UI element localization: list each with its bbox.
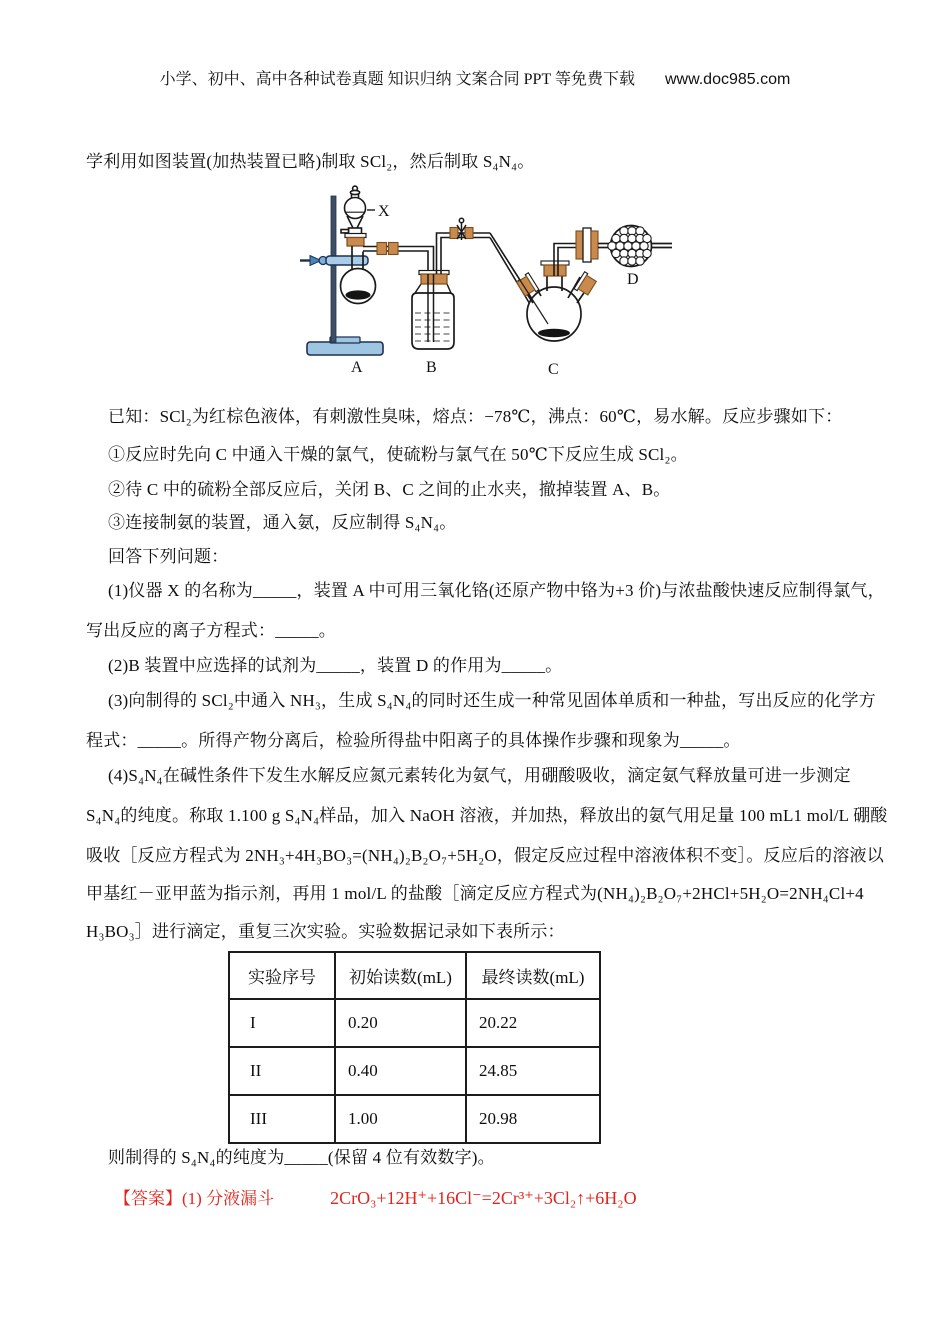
cork-a [347,238,364,247]
cell-trial: II [229,1047,335,1095]
cell-final: 20.98 [466,1095,600,1143]
flask-a [341,234,376,304]
label-b: B [426,359,437,376]
solid-in-flask-c [538,329,570,337]
text-line: S₄N₄的纯度。称取 1.100 g S₄N₄样品，加入 NaOH 溶液，并加热，释放出的氨气用足量 100 mL1 mol/L 硼酸 [86,806,888,825]
answer-equation: 2CrO₃+12H⁺+16Cl⁻=2Cr³⁺+3Cl₂↑+6H₂O [330,1188,637,1208]
text-line: 回答下列问题： [108,547,229,566]
tube-a-to-b [363,243,434,275]
page-header [0,66,950,89]
text-line: (1)仪器 X 的名称为_____，装置 A 中可用三氧化铬(还原产物中铬为+3 价)与浓盐酸快速反应制得氯气， [108,581,885,600]
experiment-data-table [228,951,601,1144]
text-line: ③连接制氨的装置，通入氨，反应制得 S₄N₄。 [108,513,457,532]
cell-initial: 1.00 [335,1095,466,1143]
col-header: 最终读数(mL) [466,952,600,999]
solid-in-flask-a [346,290,371,299]
text-line: (4)S₄N₄在碱性条件下发生水解反应氮元素转化为氨气，用硼酸吸收，滴定氨气释放量可进一步测定 [108,766,851,785]
text-line: (3)向制得的 SCl₂中通入 NH₃，生成 S₄N₄的同时还生成一种常见固体单质和一种盐，写出反应的化学方 [108,691,876,710]
text-line: 程式：_____。所得产物分离后，检验所得盐中阳离子的具体操作步骤和现象为_____。 [86,731,741,750]
cork-c [544,265,566,276]
answer-line [114,1184,637,1209]
table-header-row [229,952,600,999]
text-line: 已知：SCl₂为红棕色液体，有刺激性臭味，熔点：−78℃，沸点：60℃，易水解。反应步骤如下： [108,407,843,426]
header-catalog-text: 小学、初中、高中各种试卷真题 知识归纳 文案合同 PPT 等免费下载 [159,71,635,88]
text-line: H₃BO₃］进行滴定，重复三次实验。实验数据记录如下表所示： [86,922,565,941]
table-row [229,999,600,1047]
site-url: www.doc985.com [664,71,791,88]
answer-label: 【答案】(1) 分液漏斗 [114,1189,275,1208]
label-d: D [627,271,639,288]
text-line: ②待 C 中的硫粉全部反应后，关闭 B、C 之间的止水夹，撤掉装置 A、B。 [108,480,671,499]
text-line: ①反应时先向 C 中通入干燥的氯气，使硫粉与氯气在 50℃下反应生成 SCl₂。 [108,445,688,464]
apparatus-diagram [290,185,690,390]
cell-final: 20.22 [466,999,600,1047]
col-header: 实验序号 [229,952,335,999]
col-header: 初始读数(mL) [335,952,466,999]
text-line: 吸收［反应方程式为 2NH₃+4H₃BO₃=(NH₄)₂B₂O₇+5H₂O，假定反应过程中溶液体积不变］。反应后的溶液以 [86,846,884,865]
cell-trial: III [229,1095,335,1143]
label-c: C [548,361,559,378]
text-line: (2)B 装置中应选择的试剂为_____，装置 D 的作用为_____。 [108,656,563,675]
text-line: 写出反应的离子方程式：_____。 [86,621,336,640]
table-row [229,1095,600,1143]
cell-trial: I [229,999,335,1047]
cell-initial: 0.20 [335,999,466,1047]
label-a: A [351,359,363,376]
cell-initial: 0.40 [335,1047,466,1095]
clamp [326,256,368,265]
text-line: 则制得的 S₄N₄的纯度为_____(保留 4 位有效数字)。 [108,1148,495,1167]
table-row [229,1047,600,1095]
label-x: X [378,203,390,220]
wash-bottle-b [412,271,454,350]
diagram-labels [351,203,639,378]
drying-bulb-d [576,226,672,267]
cell-final: 24.85 [466,1047,600,1095]
text-line: 学利用如图装置(加热装置已略)制取 SCl₂，然后制取 S₄N₄。 [86,152,535,171]
text-line: 甲基红－亚甲蓝为指示剂，再用 1 mol/L 的盐酸［滴定反应方程式为(NH₄)₂B₂O₇+2HCl+5H₂O=2NH₄Cl+4 [86,884,864,903]
